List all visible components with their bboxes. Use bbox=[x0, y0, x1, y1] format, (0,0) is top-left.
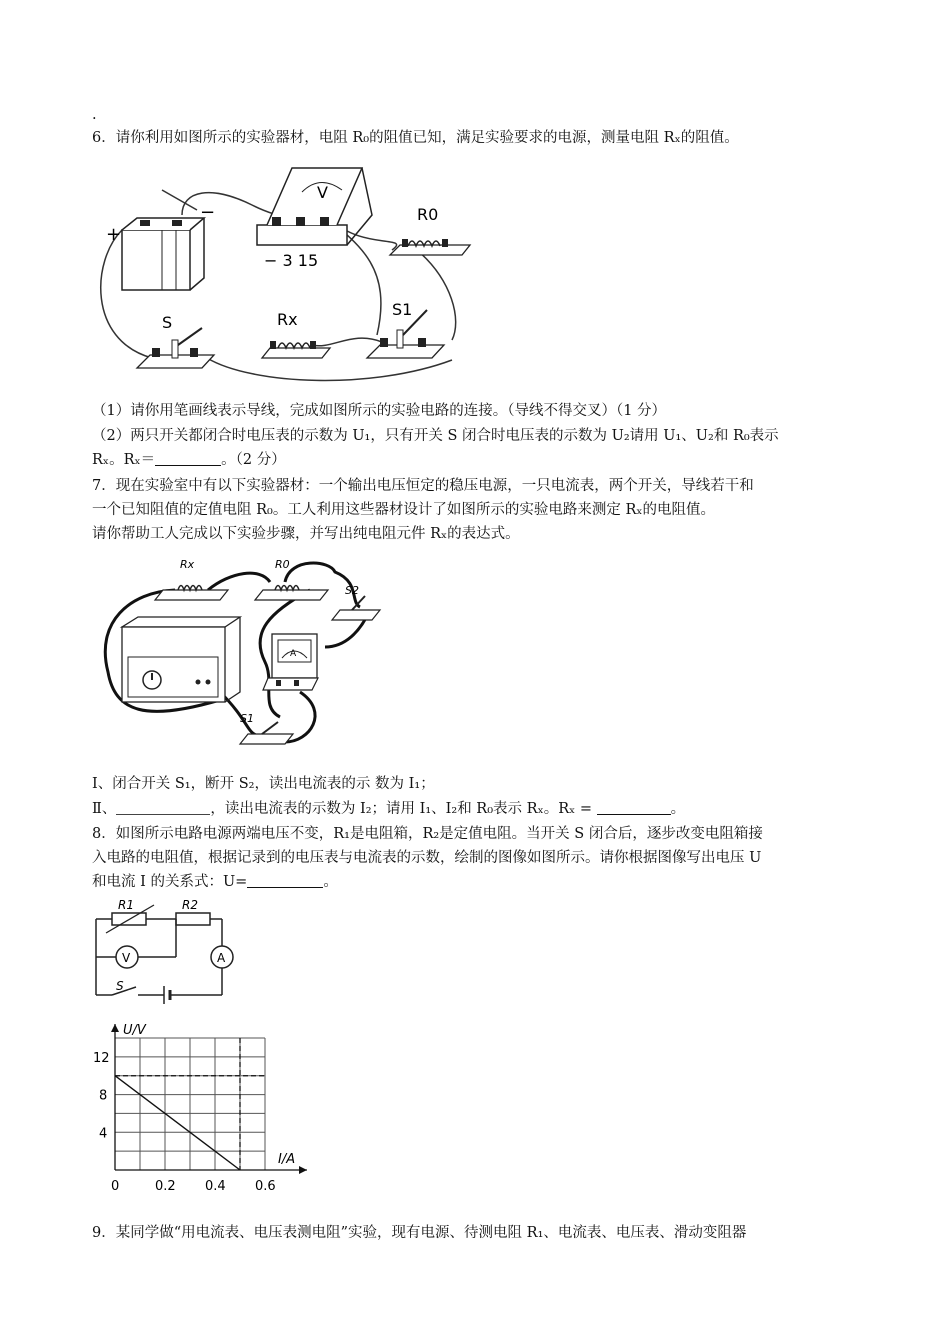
q6-r0-label: R0 bbox=[417, 205, 439, 224]
x-tick-label: 0.6 bbox=[255, 1179, 276, 1194]
q7-line2: 一个已知阻值的定值电阻 R₀。工人利用这些器材设计了如图所示的实验电路来测定 Rₓ的电阻值。 bbox=[92, 502, 716, 518]
q8-ammeter-label: A bbox=[217, 951, 226, 965]
q7-s1-label: S1 bbox=[240, 712, 254, 725]
x-axis-arrow bbox=[299, 1166, 307, 1174]
q7-step2-prefix: Ⅱ、 bbox=[92, 801, 117, 817]
q6-part2-line2 bbox=[92, 450, 286, 470]
q8-s-label: S bbox=[116, 979, 124, 993]
q8-line1: 8．如图所示电路电源两端电压不变，R₁是电阻箱，R₂是定值电阻。当开关 S 闭合后，逐步改变电阻箱接 bbox=[92, 826, 763, 842]
q6-rx-label: Rx bbox=[277, 310, 298, 329]
y-tick-label: 4 bbox=[99, 1126, 108, 1142]
q6-plus-label: + bbox=[106, 224, 122, 245]
q8-r2-label: R2 bbox=[182, 898, 198, 912]
q7-figure bbox=[100, 552, 400, 752]
q7-step2-end: 。 bbox=[670, 801, 686, 817]
q7-step2-mid: ，读出电流表的示数为 I₂；请用 I₁、I₂和 R₀表示 Rₓ。Rₓ = bbox=[210, 801, 593, 817]
q8-voltmeter-label: V bbox=[122, 951, 131, 965]
q6-s-label: S bbox=[162, 313, 173, 332]
q8-line3 bbox=[92, 872, 338, 892]
q6-rx-suffix: 。（2 分） bbox=[221, 452, 286, 468]
q6-minus-label: − bbox=[200, 202, 216, 223]
q6-s1-label: S1 bbox=[392, 300, 413, 319]
q6-rx-prefix: Rₓ。Rₓ＝ bbox=[92, 452, 156, 468]
x-tick-label: 0.2 bbox=[155, 1179, 176, 1194]
q7-step2 bbox=[92, 799, 685, 819]
q6-title: 6．请你利用如图所示的实验器材，电阻 R₀的阻值已知，满足实验要求的电源，测量电阻 Rₓ的阻值。 bbox=[92, 130, 739, 146]
q9-line1: 9．某同学做“用电流表、电压表测电阻”实验，现有电源、待测电阻 R₁、电流表、电压表、滑动变阻器 bbox=[92, 1225, 747, 1241]
q8-circuit bbox=[92, 895, 242, 1005]
page-dot: . bbox=[92, 107, 97, 123]
q8-r1-label: R1 bbox=[118, 898, 134, 912]
y-axis-label: U/V bbox=[123, 1023, 146, 1038]
y-axis-arrow bbox=[111, 1024, 119, 1032]
series-line bbox=[115, 1076, 240, 1170]
q8-graph bbox=[85, 1020, 325, 1200]
y-tick-label: 12 bbox=[93, 1050, 110, 1066]
q7-s2-label: S2 bbox=[345, 584, 359, 597]
x-tick-label: 0 bbox=[111, 1179, 120, 1194]
q7-line1: 7．现在实验室中有以下实验器材：一个输出电压恒定的稳压电源，一只电流表，两个开关，导线若干和 bbox=[92, 478, 754, 494]
q6-voltmeter-label: V bbox=[317, 183, 328, 202]
q6-part2-line1: （2）两只开关都闭合时电压表的示数为 U₁，只有开关 S 闭合时电压表的示数为 U₂请用 U₁、U₂和 R₀表示 bbox=[92, 428, 779, 444]
q7-line3: 请你帮助工人完成以下实验步骤，并写出纯电阻元件 Rₓ的表达式。 bbox=[92, 526, 520, 542]
x-tick-label: 0.4 bbox=[205, 1179, 226, 1194]
q6-figure bbox=[92, 160, 472, 385]
q8-line2: 入电路的电阻值，根据记录到的电压表与电流表的示数，绘制的图像如图所示。请你根据图像写出电压 U bbox=[92, 850, 762, 866]
q6-answer-blank[interactable] bbox=[155, 451, 221, 466]
y-tick-label: 8 bbox=[99, 1088, 108, 1104]
q7-ammeter-label: A bbox=[290, 649, 297, 659]
q7-r0-label: R0 bbox=[275, 558, 290, 571]
x-axis-label: I/A bbox=[278, 1152, 296, 1167]
q8-answer-blank[interactable] bbox=[247, 873, 323, 888]
q7-answer-blank[interactable] bbox=[597, 800, 671, 815]
q7-step-blank[interactable] bbox=[116, 800, 210, 815]
q6-scale-label: − 3 15 bbox=[264, 251, 319, 270]
q7-step1: Ⅰ、闭合开关 S₁，断开 S₂，读出电流表的示 数为 I₁； bbox=[92, 776, 435, 792]
q8-u-suffix: 。 bbox=[323, 874, 338, 890]
q7-rx-label: Rx bbox=[180, 558, 195, 571]
q8-u-prefix: 和电流 I 的关系式：U= bbox=[92, 874, 248, 890]
q6-part1: （1）请你用笔画线表示导线，完成如图所示的实验电路的连接。（导线不得交叉）（1 分） bbox=[92, 403, 667, 419]
